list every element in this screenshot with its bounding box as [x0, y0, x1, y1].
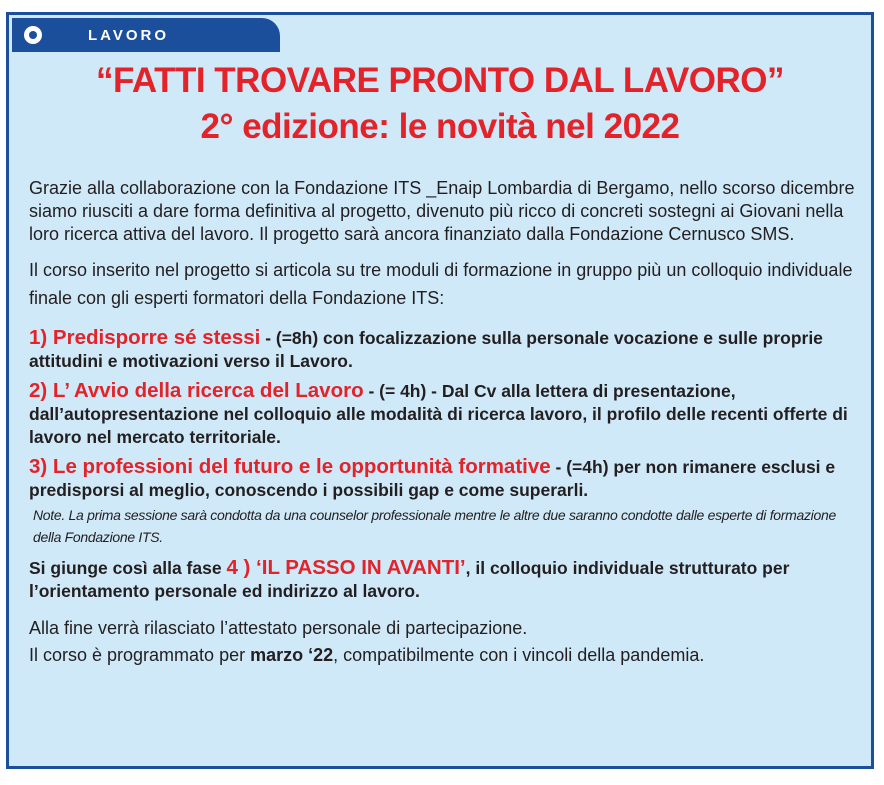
note-text: Note. La prima sessione sarà condotta da una counselor professionale mentre le altre due saranno condotte dalle esperte di formazione della Fondazione ITS. [33, 507, 836, 545]
closing-line-2-prefix: Il corso è programmato per [29, 645, 251, 665]
fase-heading: 4 ) ‘IL PASSO IN AVANTI’ [226, 556, 466, 579]
module-3 [29, 455, 861, 502]
intro-paragraph-2: Il corso inserito nel progetto si articola su tre moduli di formazione in gruppo più un colloquio individuale finale con gli esperti formatori della Fondazione ITS: [29, 260, 853, 308]
bullet-circle-icon [24, 26, 42, 44]
article-title-line2: 2° edizione: le novità nel 2022 [200, 107, 680, 146]
module-1 [29, 326, 861, 373]
course-date: marzo ‘22 [250, 645, 334, 665]
closing-line-2 [29, 642, 861, 669]
article-title-line1: “FATTI TROVARE PRONTO DAL LAVORO” [95, 61, 785, 100]
module-2-heading: 2) L’ Avvio della ricerca del Lavoro [29, 379, 364, 402]
module-3-heading: 3) Le professioni del futuro e le opportunità formative [29, 455, 551, 478]
module-1-heading: 1) Predisporre sé stessi [29, 326, 261, 349]
section-tab [12, 18, 280, 52]
article-box [6, 12, 874, 769]
article-body [29, 177, 861, 669]
intro-paragraph-1: Grazie alla collaborazione con la Fondazione ITS _Enaip Lombardia di Bergamo, nello scorso dicembre siamo riusciti a dare forma definitiva al progetto, divenuto più ricco di concreti sostegni ai Giovani nella loro ricerca attiva del lavoro. Il progetto sarà ancora finanziato dalla Fondazione Cernusco SMS. [29, 178, 855, 244]
module-1-body: - (=8h) con focalizzazione sulla personale vocazione e sulle proprie attitudini e motivazioni verso il Lavoro. [29, 328, 823, 371]
fase-suffix: , il colloquio individuale strutturato per l’orientamento personale ed indirizzo al lavoro. [29, 558, 790, 601]
fase-prefix: Si giunge così alla fase [29, 558, 227, 578]
closing-line-1: Alla fine verrà rilasciato l’attestato personale di partecipazione. [29, 618, 528, 638]
fase-4 [29, 556, 861, 603]
module-2 [29, 379, 861, 449]
closing-line-2-suffix: , compatibilmente con i vincoli della pandemia. [333, 645, 705, 665]
module-3-body: - (=4h) per non rimanere esclusi e predisporsi al meglio, conoscendo i possibili gap e come superarli. [29, 457, 836, 500]
module-2-body: - (= 4h) - Dal Cv alla lettera di presentazione, dall’autopresentazione nel colloquio alle modalità di ricerca lavoro, il profilo delle recenti offerte di lavoro nel mercato territoriale. [29, 381, 848, 447]
section-tab-label: LAVORO [88, 26, 170, 44]
closing-text [29, 615, 861, 669]
